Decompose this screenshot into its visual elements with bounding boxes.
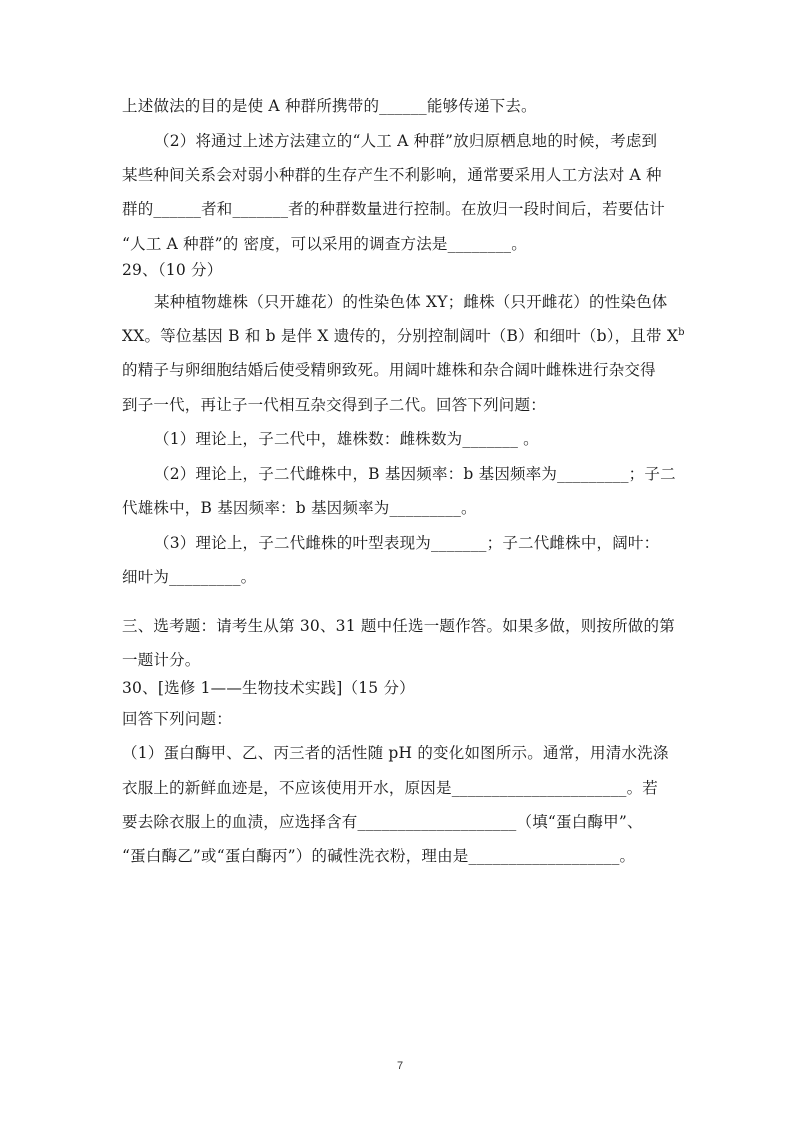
text-line: 某些种间关系会对弱小种群的生存产生不利影响，通常要采用人工方法对 A 种 xyxy=(122,166,662,184)
text-line: 上述做法的目的是使 A 种群所携带的______能够传递下去。 xyxy=(122,97,537,115)
text-line: 回答下列问题： xyxy=(122,710,232,728)
text-line: 的精子与卵细胞结婚后使受精卵致死。用阔叶雄株和杂合阔叶雌株进行杂交得 xyxy=(122,361,656,379)
text-line: （1）理论上，子二代中，雄株数：雌株数为_______ 。 xyxy=(154,430,539,448)
page-number: 7 xyxy=(396,1060,404,1072)
question-heading: 29、（10 分） xyxy=(122,261,223,279)
text-line: “蛋白酶乙”或“蛋白酶丙”）的碱性洗衣粉，理由是___________________。 xyxy=(122,847,636,865)
text-line: 细叶为_________。 xyxy=(122,568,257,586)
text-line: 到子一代，再让子一代相互杂交得到子二代。回答下列问题： xyxy=(122,396,546,414)
superscript: b xyxy=(678,326,685,338)
text-line: 某种植物雄株（只开雄花）的性染色体 XY；雌株（只开雌花）的性染色体 xyxy=(154,293,668,311)
text-line: 衣服上的新鲜血迹是，不应该使用开水，原因是______________________。若 xyxy=(122,779,659,797)
text-line: 要去除衣服上的血渍，应选择含有____________________（填“蛋白酶甲”、 xyxy=(122,813,643,831)
text-line xyxy=(122,326,692,346)
text-line: （2）将通过上述方法建立的“人工 A 种群”放归原栖息地的时候，考虑到 xyxy=(154,132,658,150)
text-line: （1）蛋白酶甲、乙、丙三者的活性随 pH 的变化如图所示。通常，用清水洗涤 xyxy=(122,744,669,762)
question-heading: 30、[选修 1——生物技术实践]（15 分） xyxy=(122,679,415,697)
text-line-main: XX。等位基因 B 和 b 是伴 X 遗传的，分别控制阔叶（B）和细叶（b），且带 X xyxy=(122,327,679,345)
section-heading: 三、选考题：请考生从第 30、31 题中任选一题作答。如果多做，则按所做的第 xyxy=(122,617,675,635)
text-line: 群的______者和_______者的种群数量进行控制。在放归一段时间后，若要估计 xyxy=(122,200,665,218)
text-line: “人工 A 种群”的 密度，可以采用的调查方法是________。 xyxy=(122,235,527,253)
text-line: （3）理论上，子二代雌株的叶型表现为_______；子二代雌株中，阔叶： xyxy=(154,534,660,552)
text-line: 代雄株中，B 基因频率：b 基因频率为_________。 xyxy=(122,499,477,517)
text-line: （2）理论上，子二代雌株中，B 基因频率：b 基因频率为_________；子二 xyxy=(154,465,676,483)
text-line: 一题计分。 xyxy=(122,651,201,669)
